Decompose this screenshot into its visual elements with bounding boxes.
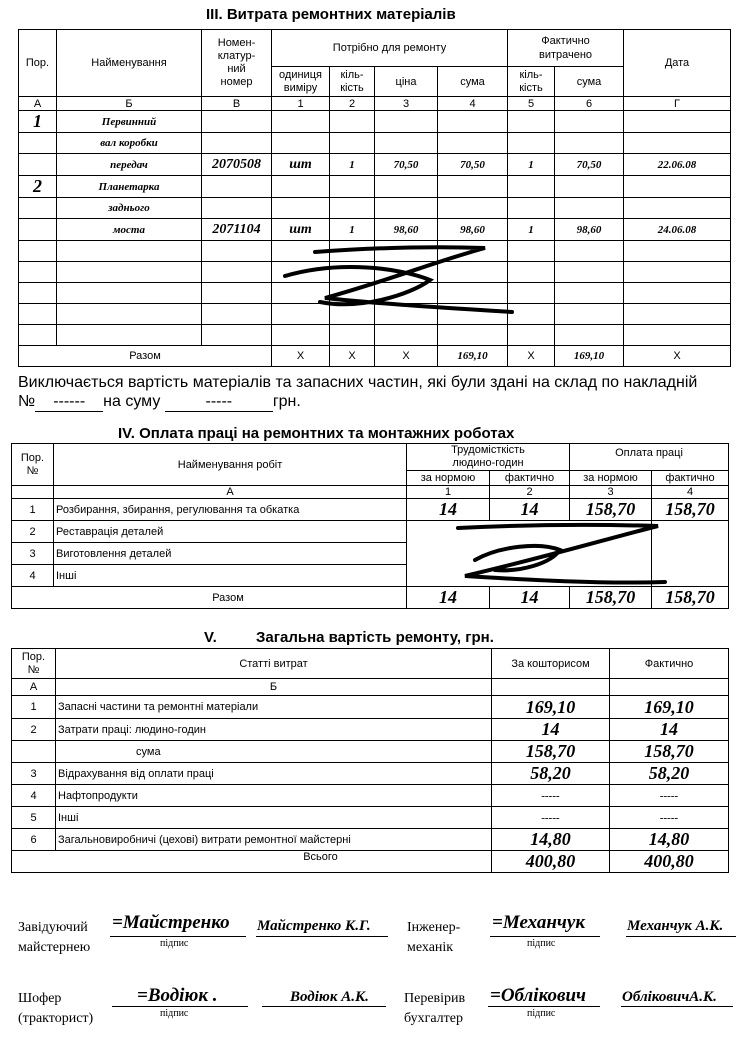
- row-name: Виготовлення деталей: [54, 543, 407, 565]
- row-actual-qty: 1: [508, 154, 555, 176]
- total-x: Х: [330, 346, 375, 367]
- index-cell: Г: [624, 97, 731, 111]
- row-actual: 169,10: [610, 696, 729, 719]
- total-actual-sum: 169,10: [555, 346, 624, 367]
- row-name: передач: [57, 154, 202, 176]
- row-name: Загальновиробничі (цехові) витрати ремонтної майстерні: [56, 829, 492, 851]
- total-label: Разом: [19, 346, 272, 367]
- row-name: Відрахування від оплати праці: [56, 763, 492, 785]
- row-actual: -----: [610, 807, 729, 829]
- index-cell: А: [54, 486, 407, 499]
- col-header-fact: фактично: [490, 471, 570, 486]
- index-cell: Б: [57, 97, 202, 111]
- row-estimate: -----: [492, 785, 610, 807]
- row-sum: 70,50: [438, 154, 508, 176]
- col-header-items: Статті витрат: [56, 649, 492, 679]
- table-row: [12, 719, 729, 741]
- name-line: [621, 1006, 733, 1007]
- table-row: [19, 133, 731, 154]
- total-pay-fact: 158,70: [652, 587, 729, 609]
- col-header-por: Пор. №: [12, 444, 54, 486]
- row-num: 2: [19, 176, 57, 198]
- total-label: Разом: [12, 587, 407, 609]
- col-header-name: Найменування: [57, 30, 202, 97]
- row-name: моста: [57, 219, 202, 241]
- col-header-works: Найменування робіт: [54, 444, 407, 486]
- index-cell: Б: [56, 679, 492, 696]
- signature-line: [488, 1006, 600, 1007]
- row-fact: 14: [490, 499, 570, 521]
- row-actual: 58,20: [610, 763, 729, 785]
- excluded-note-line1: Виключається вартість матеріалів та запасних частин, які були здані на склад по накладній: [18, 374, 698, 391]
- driver-name: Водіюк А.К.: [290, 989, 369, 1005]
- col-header-actual-qty: кіль- кість: [508, 67, 555, 97]
- row-num: 2: [12, 719, 56, 741]
- row-actual-sum: 98,60: [555, 219, 624, 241]
- row-num: 3: [12, 763, 56, 785]
- row-actual-qty: 1: [508, 219, 555, 241]
- row-estimate: 14,80: [492, 829, 610, 851]
- col-header-norm: за нормою: [407, 471, 490, 486]
- row-name: Первинний: [57, 111, 202, 133]
- col-header-labor: Трудомісткість людино-годин: [407, 444, 570, 471]
- index-cell: 1: [407, 486, 490, 499]
- accountant-name: ОбліковичА.К.: [622, 989, 717, 1005]
- index-cell: 4: [652, 486, 729, 499]
- col-header-estimate: За кошторисом: [492, 649, 610, 679]
- section4-title: IV. Оплата праці на ремонтних та монтажних роботах: [118, 425, 515, 442]
- row-estimate: 58,20: [492, 763, 610, 785]
- row-num: 4: [12, 785, 56, 807]
- total-row: [19, 346, 731, 367]
- signature-caption: підпис: [160, 938, 189, 949]
- row-estimate: -----: [492, 807, 610, 829]
- head-name: Майстренко К.Г.: [257, 918, 371, 934]
- index-cell: 5: [508, 97, 555, 111]
- row-name: заднього: [57, 198, 202, 219]
- name-line: [626, 936, 736, 937]
- row-num: 3: [12, 543, 54, 565]
- table-row: [19, 176, 731, 198]
- table-row: [19, 154, 731, 176]
- engineer-signature: =Механчук: [492, 912, 585, 933]
- total-sum: 169,10: [438, 346, 508, 367]
- col-header-actual: Фактично: [610, 649, 729, 679]
- row-nomen: 2071104: [202, 219, 272, 241]
- index-row: [19, 97, 731, 111]
- index-cell: 3: [570, 486, 652, 499]
- head-signature: =Майстренко: [112, 912, 230, 933]
- row-unit: шт: [272, 154, 330, 176]
- row-num: 5: [12, 807, 56, 829]
- col-header-sum: сума: [438, 67, 508, 97]
- row-qty: 1: [330, 219, 375, 241]
- name-line: [262, 1006, 386, 1007]
- row-price: 70,50: [375, 154, 438, 176]
- row-actual: 14: [610, 719, 729, 741]
- table-row: [12, 696, 729, 719]
- col-header-date: Дата: [624, 30, 731, 97]
- head-of-workshop-label: Завідуючий майстернею: [18, 920, 91, 955]
- col-header-por: Пор. №: [12, 649, 56, 679]
- row-actual: 14,80: [610, 829, 729, 851]
- index-row: [12, 679, 729, 696]
- table-row: [12, 499, 729, 521]
- row-num: 1: [19, 111, 57, 133]
- row-name: Розбирання, збирання, регулювання та обкатка: [54, 499, 407, 521]
- signature-caption: підпис: [160, 1008, 189, 1019]
- table-row: [19, 111, 731, 133]
- row-name: Затрати праці: людино-годин: [56, 719, 492, 741]
- row-date: 24.06.08: [624, 219, 731, 241]
- row-name: Інші: [56, 807, 492, 829]
- row-nomen: 2070508: [202, 154, 272, 176]
- index-cell: А: [12, 679, 56, 696]
- cancel-scribble: [280, 240, 520, 320]
- total-x: Х: [272, 346, 330, 367]
- invoice-sum: -----: [165, 392, 273, 412]
- total-x: Х: [508, 346, 555, 367]
- row-price: 98,60: [375, 219, 438, 241]
- row-name: вал коробки: [57, 133, 202, 154]
- row-name: Запасні частини та ремонтні матеріали: [56, 696, 492, 719]
- index-cell: А: [19, 97, 57, 111]
- excluded-note-line2: № ------ на суму ----- грн.: [18, 393, 301, 410]
- driver-signature: =Водіюк .: [137, 985, 218, 1006]
- col-header-actual: Фактично витрачено: [508, 30, 624, 67]
- row-num: [12, 741, 56, 763]
- col-header-pay: Оплата праці: [570, 444, 729, 471]
- table-row: [12, 741, 729, 763]
- total-pay-norm: 158,70: [570, 587, 652, 609]
- total-row: [12, 851, 729, 873]
- engineer-name: Механчук А.К.: [627, 918, 724, 934]
- col-header-unit: одиниця виміру: [272, 67, 330, 97]
- row-num: 2: [12, 521, 54, 543]
- row-actual: -----: [610, 785, 729, 807]
- col-header-nomen: Номен- клатур- ний номер: [202, 30, 272, 97]
- total-fact: 14: [490, 587, 570, 609]
- index-cell: 2: [490, 486, 570, 499]
- accountant-label: Перевірив бухгалтер: [404, 991, 466, 1026]
- table-row: [12, 763, 729, 785]
- row-estimate: 169,10: [492, 696, 610, 719]
- row-actual-sum: 70,50: [555, 154, 624, 176]
- blank-row: [19, 325, 731, 346]
- total-label: Всього: [12, 851, 492, 873]
- section5-title: Загальна вартість ремонту, грн.: [256, 629, 494, 646]
- index-cell: В: [202, 97, 272, 111]
- index-cell: 6: [555, 97, 624, 111]
- row-name: Реставрація деталей: [54, 521, 407, 543]
- total-actual: 400,80: [610, 851, 729, 873]
- accountant-signature: =Облікович: [490, 985, 587, 1006]
- row-estimate: 14: [492, 719, 610, 741]
- total-estimate: 400,80: [492, 851, 610, 873]
- total-cost-table: [11, 648, 729, 873]
- cancel-scribble: [440, 520, 670, 590]
- total-x: Х: [375, 346, 438, 367]
- row-unit: шт: [272, 219, 330, 241]
- engineer-label: Інженер- механік: [407, 920, 461, 955]
- table-row: [19, 198, 731, 219]
- col-header-price: ціна: [375, 67, 438, 97]
- signature-line: [110, 936, 246, 937]
- signature-line: [112, 1006, 248, 1007]
- row-date: 22.06.08: [624, 154, 731, 176]
- col-header-actual-sum: сума: [555, 67, 624, 97]
- table-row: [19, 219, 731, 241]
- index-cell: 2: [330, 97, 375, 111]
- section3-title: III. Витрата ремонтних матеріалів: [206, 6, 456, 23]
- row-num: 1: [12, 696, 56, 719]
- col-header-por: Пор.: [19, 30, 57, 97]
- driver-label: Шофер (тракторист): [18, 991, 94, 1026]
- signature-caption: підпис: [527, 938, 556, 949]
- name-line: [256, 936, 388, 937]
- table-row: [12, 785, 729, 807]
- row-name: Планетарка: [57, 176, 202, 198]
- row-norm: 14: [407, 499, 490, 521]
- index-cell: 1: [272, 97, 330, 111]
- row-name: Нафтопродукти: [56, 785, 492, 807]
- section5-title-num: V.: [204, 629, 217, 646]
- row-pay-norm: 158,70: [570, 499, 652, 521]
- row-num: 6: [12, 829, 56, 851]
- col-header-pay-fact: фактично: [652, 471, 729, 486]
- col-header-qty: кіль- кість: [330, 67, 375, 97]
- col-header-needed: Потрібно для ремонту: [272, 30, 508, 67]
- row-num: 4: [12, 565, 54, 587]
- row-actual: 158,70: [610, 741, 729, 763]
- col-header-pay-norm: за нормою: [570, 471, 652, 486]
- index-row: [12, 486, 729, 499]
- total-norm: 14: [407, 587, 490, 609]
- row-name: Інші: [54, 565, 407, 587]
- row-sum: 98,60: [438, 219, 508, 241]
- index-cell: 3: [375, 97, 438, 111]
- row-qty: 1: [330, 154, 375, 176]
- total-x: Х: [624, 346, 731, 367]
- index-cell: 4: [438, 97, 508, 111]
- signature-caption: підпис: [527, 1008, 556, 1019]
- row-estimate: 158,70: [492, 741, 610, 763]
- table-row: [12, 807, 729, 829]
- row-name: сума: [56, 741, 492, 763]
- table-row: [12, 829, 729, 851]
- row-num: 1: [12, 499, 54, 521]
- signature-line: [490, 936, 600, 937]
- row-pay-fact: 158,70: [652, 499, 729, 521]
- invoice-number: ------: [35, 392, 103, 412]
